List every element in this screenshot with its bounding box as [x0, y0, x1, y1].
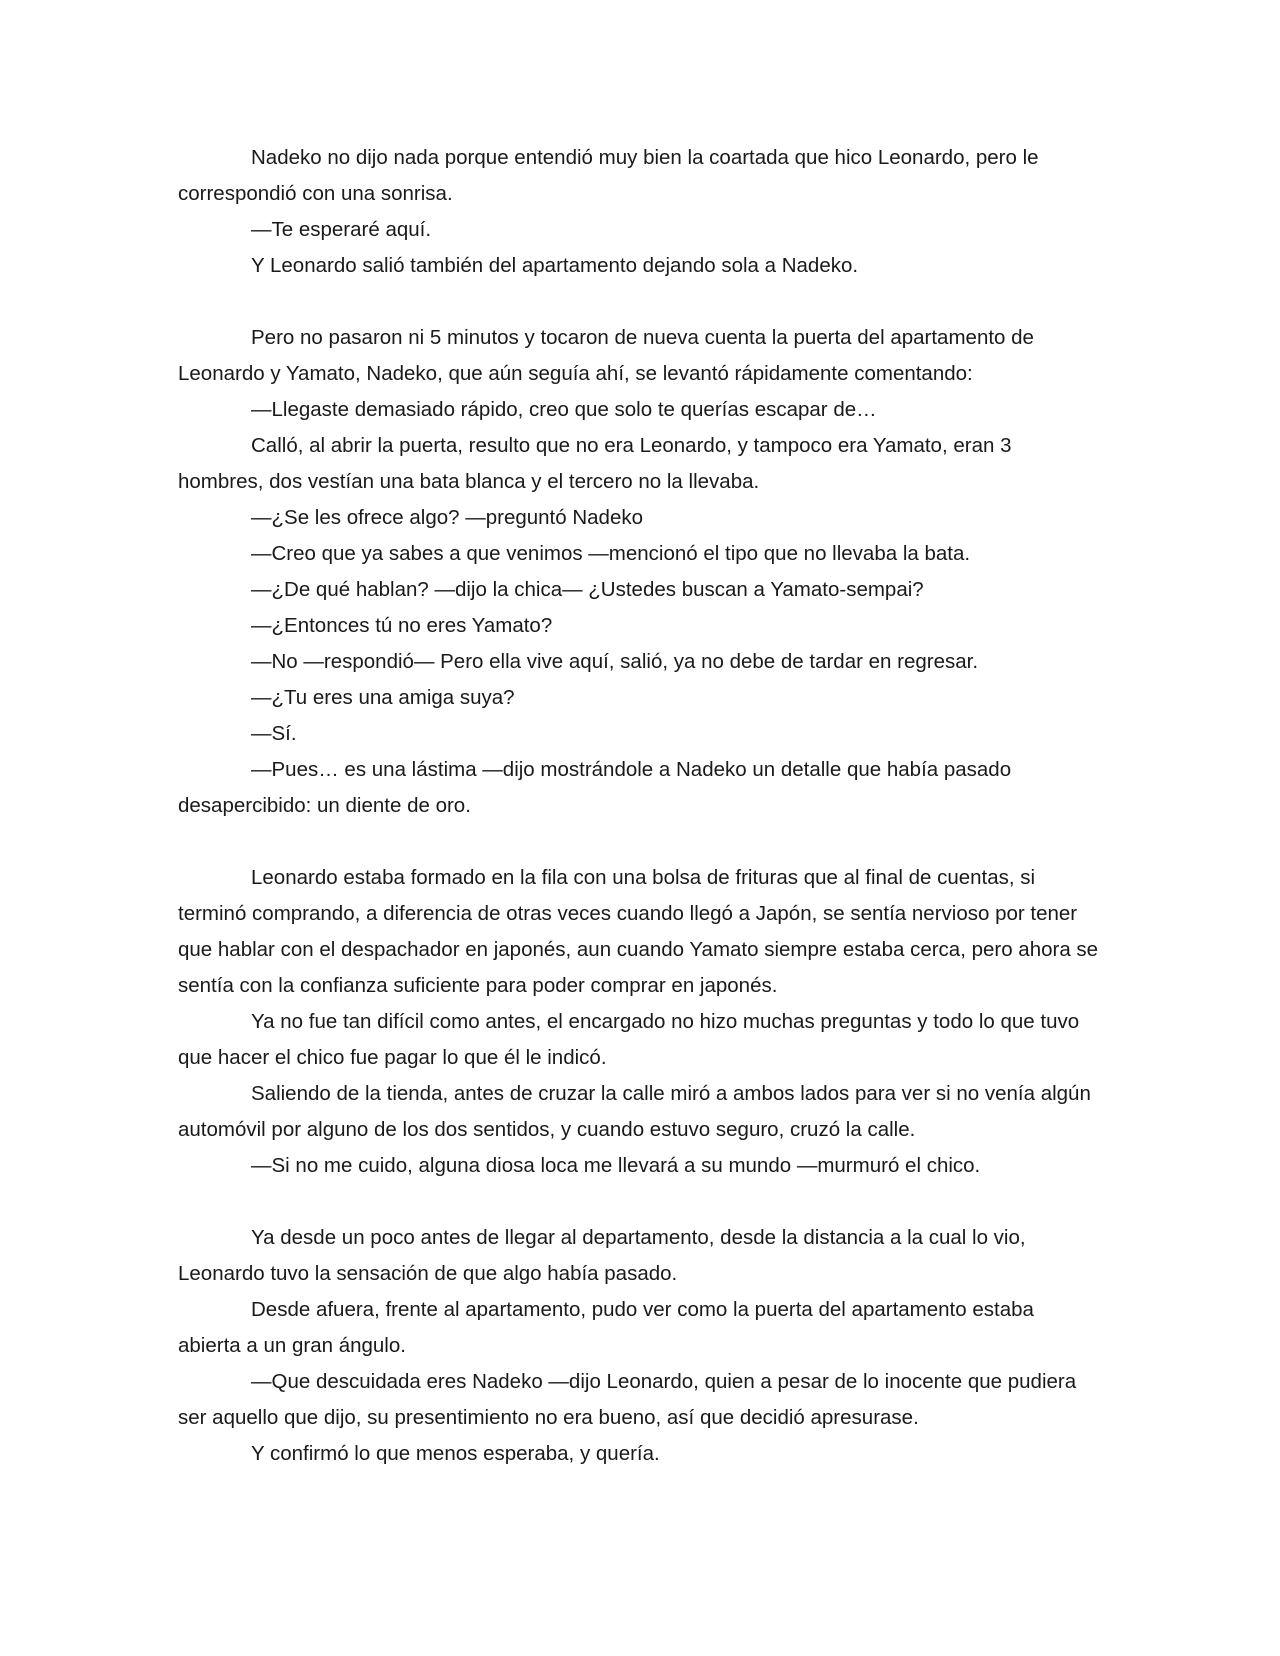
paragraph: —Que descuidada eres Nadeko —dijo Leonardo, quien a pesar de lo inocente que pudiera ser aquello que dijo, su presentimiento no era bueno, así que decidió apresurase.: [178, 1370, 1077, 1429]
paragraph: Calló, al abrir la puerta, resulto que no era Leonardo, y tampoco era Yamato, eran 3 hombres, dos vestían una bata blanca y el tercero no la llevaba.: [178, 434, 1012, 493]
paragraph: —Creo que ya sabes a que venimos —mencionó el tipo que no llevaba la bata.: [251, 542, 971, 565]
paragraph: —¿De qué hablan? —dijo la chica— ¿Ustedes buscan a Yamato-sempai?: [251, 578, 924, 601]
paragraph: Ya no fue tan difícil como antes, el encargado no hizo muchas preguntas y todo lo que tuvo que hacer el chico fue pagar lo que él le indicó.: [178, 1010, 1080, 1069]
paragraph: —Te esperaré aquí.: [251, 218, 432, 241]
paragraph: —No —respondió— Pero ella vive aquí, salió, ya no debe de tardar en regresar.: [251, 650, 979, 673]
paragraph: Leonardo estaba formado en la fila con una bolsa de frituras que al final de cuentas, si terminó comprando, a diferencia de otras veces cuando llegó a Japón, se sentía nervioso por tener que hablar con el despachador en japonés, aun cuando Yamato siempre estaba cerca, pero ahora se sentía con la confianza suficiente para poder comprar en japonés.: [178, 866, 1099, 997]
paragraph: —¿Se les ofrece algo? —preguntó Nadeko: [251, 506, 644, 529]
paragraph: Desde afuera, frente al apartamento, pudo ver como la puerta del apartamento estaba abierta a un gran ángulo.: [178, 1298, 1034, 1357]
section-break: [178, 1184, 1100, 1220]
paragraph: —¿Tu eres una amiga suya?: [251, 686, 515, 709]
paragraph: Ya desde un poco antes de llegar al departamento, desde la distancia a la cual lo vio, Leonardo tuvo la sensación de que algo había pasado.: [178, 1226, 1026, 1285]
paragraph: Y Leonardo salió también del apartamento dejando sola a Nadeko.: [251, 254, 859, 277]
paragraph: Pero no pasaron ni 5 minutos y tocaron de nueva cuenta la puerta del apartamento de Leonardo y Yamato, Nadeko, que aún seguía ahí, se levantó rápidamente comentando:: [178, 326, 1034, 385]
section-break: [178, 824, 1100, 860]
paragraph: —¿Entonces tú no eres Yamato?: [251, 614, 553, 637]
paragraph: Y confirmó lo que menos esperaba, y quería.: [251, 1442, 660, 1465]
paragraph: —Llegaste demasiado rápido, creo que solo te querías escapar de…: [251, 398, 877, 421]
section-break: [178, 284, 1100, 320]
paragraph: —Sí.: [251, 722, 297, 745]
paragraph: —Si no me cuido, alguna diosa loca me llevará a su mundo —murmuró el chico.: [251, 1154, 981, 1177]
paragraph: —Pues… es una lástima —dijo mostrándole a Nadeko un detalle que había pasado desapercibido: un diente de oro.: [178, 758, 1012, 817]
paragraph: Nadeko no dijo nada porque entendió muy bien la coartada que hico Leonardo, pero le correspondió con una sonrisa.: [178, 146, 1039, 205]
paragraph: Saliendo de la tienda, antes de cruzar la calle miró a ambos lados para ver si no venía algún automóvil por alguno de los dos sentidos, y cuando estuvo seguro, cruzó la calle.: [178, 1082, 1091, 1141]
